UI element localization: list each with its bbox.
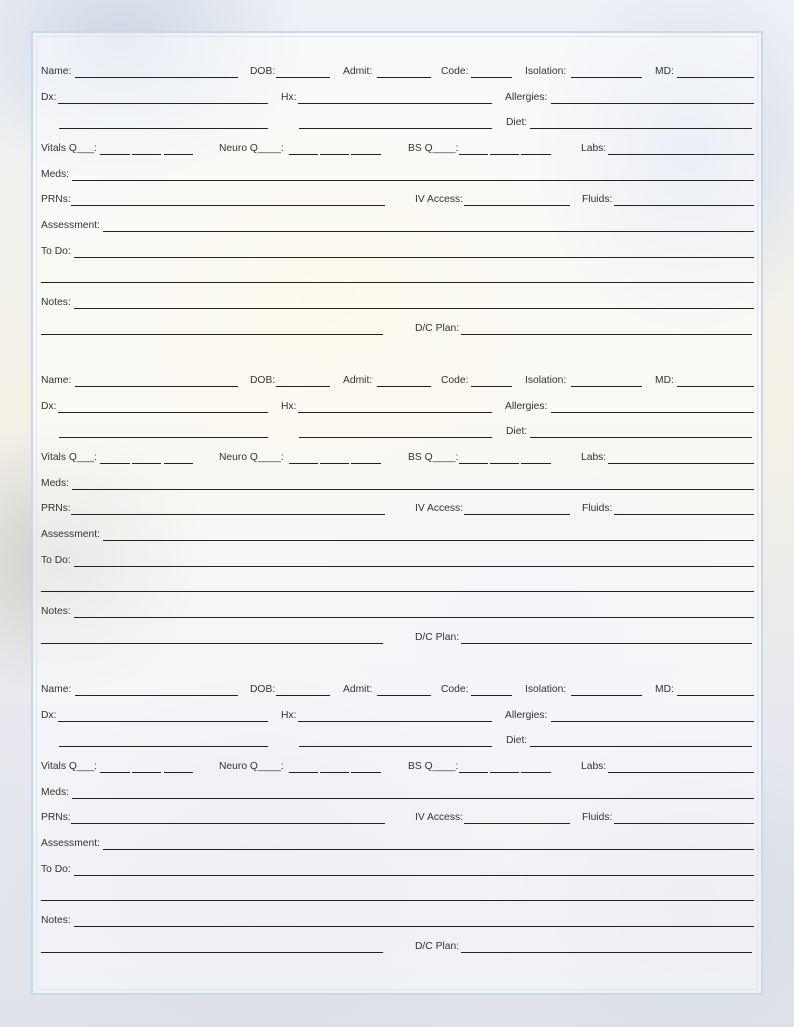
fluids-line[interactable] (614, 823, 754, 824)
admit-label: Admit: (343, 66, 373, 77)
notes-line-2[interactable] (41, 952, 383, 953)
row-identity (41, 65, 755, 79)
bs-label: BS Q____: (408, 761, 459, 772)
notes-label: Notes: (41, 297, 71, 308)
iv-access-label: IV Access: (415, 194, 464, 205)
vitals-label: Vitals Q___: (41, 761, 97, 772)
neuro-label: Neuro Q____: (219, 452, 284, 463)
todo-line[interactable] (74, 257, 754, 258)
row-prns (41, 193, 755, 207)
neuro-line-3[interactable] (351, 154, 381, 155)
code-label: Code: (441, 66, 469, 77)
neuro-line-3[interactable] (351, 772, 381, 773)
hx-line-2[interactable] (299, 128, 492, 129)
labs-label: Labs: (581, 761, 607, 772)
vitals-line-2[interactable] (132, 463, 161, 464)
isolation-line[interactable] (571, 77, 642, 78)
row-notes (41, 296, 755, 310)
bs-line-3[interactable] (521, 154, 551, 155)
bs-line-3[interactable] (521, 463, 551, 464)
assessment-line[interactable] (103, 849, 754, 850)
diet-label: Diet: (506, 117, 528, 128)
neuro-line-1[interactable] (289, 154, 318, 155)
hx-label: Hx: (281, 710, 297, 721)
bs-line-2[interactable] (490, 154, 519, 155)
neuro-line-3[interactable] (351, 463, 381, 464)
notes-line[interactable] (74, 617, 754, 618)
vitals-line-2[interactable] (132, 154, 161, 155)
row-assessment (41, 219, 755, 233)
code-label: Code: (441, 375, 469, 386)
row-todo-continued (41, 888, 755, 902)
assessment-line[interactable] (103, 231, 754, 232)
row-dc-plan (41, 322, 755, 336)
row-prns (41, 811, 755, 825)
patient-section-3 (41, 678, 755, 968)
vitals-label: Vitals Q___: (41, 143, 97, 154)
row-history (41, 709, 755, 723)
vitals-label: Vitals Q___: (41, 452, 97, 463)
isolation-line[interactable] (571, 695, 642, 696)
vitals-line-1[interactable] (100, 154, 130, 155)
notes-label: Notes: (41, 606, 71, 617)
dc-plan-label: D/C Plan: (415, 632, 460, 643)
meds-label: Meds: (41, 787, 70, 798)
md-label: MD: (655, 375, 674, 386)
row-assessment (41, 528, 755, 542)
dx-line[interactable] (58, 412, 268, 413)
code-line[interactable] (471, 386, 512, 387)
row-history (41, 400, 755, 414)
todo-label: To Do: (41, 246, 71, 257)
md-label: MD: (655, 684, 674, 695)
neuro-line-2[interactable] (320, 154, 349, 155)
dc-plan-label: D/C Plan: (415, 941, 460, 952)
bs-line-1[interactable] (459, 154, 488, 155)
row-todo (41, 554, 755, 568)
isolation-line[interactable] (571, 386, 642, 387)
assessment-label: Assessment: (41, 220, 100, 231)
prns-line[interactable] (71, 823, 385, 824)
fluids-label: Fluids: (582, 503, 613, 514)
dob-label: DOB: (250, 684, 276, 695)
vitals-line-1[interactable] (100, 772, 130, 773)
admit-line[interactable] (377, 695, 431, 696)
row-vitals (41, 760, 755, 774)
notes-line[interactable] (74, 926, 754, 927)
row-assessment (41, 837, 755, 851)
admit-line[interactable] (377, 386, 431, 387)
vitals-line-3[interactable] (164, 772, 193, 773)
bs-line-2[interactable] (490, 463, 519, 464)
name-line[interactable] (75, 77, 238, 78)
row-todo (41, 863, 755, 877)
isolation-label: Isolation: (525, 684, 567, 695)
todo-line-2[interactable] (41, 591, 754, 592)
meds-line[interactable] (72, 489, 754, 490)
row-dc-plan (41, 940, 755, 954)
name-line[interactable] (75, 695, 238, 696)
dc-plan-line[interactable] (461, 952, 752, 953)
hx-label: Hx: (281, 401, 297, 412)
name-label: Name: (41, 684, 72, 695)
row-vitals (41, 451, 755, 465)
dx-line[interactable] (58, 103, 268, 104)
allergies-label: Allergies: (505, 92, 548, 103)
row-diet (41, 425, 755, 439)
bs-line-1[interactable] (459, 463, 488, 464)
vitals-line-3[interactable] (164, 463, 193, 464)
todo-line[interactable] (74, 875, 754, 876)
todo-line-2[interactable] (41, 900, 754, 901)
notes-label: Notes: (41, 915, 71, 926)
row-notes (41, 914, 755, 928)
dx-line-2[interactable] (59, 437, 268, 438)
row-meds (41, 477, 755, 491)
row-prns (41, 502, 755, 516)
labs-label: Labs: (581, 452, 607, 463)
admit-label: Admit: (343, 684, 373, 695)
assessment-line[interactable] (103, 540, 754, 541)
dc-plan-line[interactable] (461, 334, 752, 335)
labs-line[interactable] (608, 154, 754, 155)
allergies-label: Allergies: (505, 710, 548, 721)
dx-label: Dx: (41, 401, 57, 412)
dc-plan-line[interactable] (461, 643, 752, 644)
hx-label: Hx: (281, 92, 297, 103)
row-identity (41, 374, 755, 388)
iv-access-label: IV Access: (415, 503, 464, 514)
code-line[interactable] (471, 77, 512, 78)
labs-label: Labs: (581, 143, 607, 154)
iv-access-line[interactable] (464, 514, 570, 515)
dob-line[interactable] (276, 386, 330, 387)
vitals-line-2[interactable] (132, 772, 161, 773)
labs-line[interactable] (608, 772, 754, 773)
hx-line[interactable] (298, 103, 492, 104)
neuro-label: Neuro Q____: (219, 143, 284, 154)
patient-section-2 (41, 369, 755, 659)
bs-line-3[interactable] (521, 772, 551, 773)
row-todo (41, 245, 755, 259)
dx-line-2[interactable] (59, 746, 268, 747)
allergies-line[interactable] (551, 103, 754, 104)
diet-line[interactable] (530, 746, 752, 747)
row-identity (41, 683, 755, 697)
assessment-label: Assessment: (41, 529, 100, 540)
dx-label: Dx: (41, 710, 57, 721)
isolation-label: Isolation: (525, 375, 567, 386)
hx-line[interactable] (298, 412, 492, 413)
row-diet (41, 734, 755, 748)
todo-line[interactable] (74, 566, 754, 567)
row-todo-continued (41, 579, 755, 593)
row-vitals (41, 142, 755, 156)
diet-label: Diet: (506, 735, 528, 746)
bs-label: BS Q____: (408, 452, 459, 463)
notes-line-2[interactable] (41, 643, 383, 644)
neuro-line-2[interactable] (320, 772, 349, 773)
notes-line[interactable] (74, 308, 754, 309)
neuro-line-1[interactable] (289, 772, 318, 773)
isolation-label: Isolation: (525, 66, 567, 77)
hx-line-2[interactable] (299, 746, 492, 747)
neuro-line-1[interactable] (289, 463, 318, 464)
iv-access-line[interactable] (464, 823, 570, 824)
name-label: Name: (41, 375, 72, 386)
meds-line[interactable] (72, 180, 754, 181)
allergies-label: Allergies: (505, 401, 548, 412)
todo-label: To Do: (41, 555, 71, 566)
bs-line-2[interactable] (490, 772, 519, 773)
vitals-line-3[interactable] (164, 154, 193, 155)
bs-label: BS Q____: (408, 143, 459, 154)
prns-label: PRNs: (41, 503, 71, 514)
row-meds (41, 786, 755, 800)
md-line[interactable] (677, 386, 754, 387)
diet-label: Diet: (506, 426, 528, 437)
row-meds (41, 168, 755, 182)
diet-line[interactable] (530, 128, 752, 129)
dob-label: DOB: (250, 375, 276, 386)
iv-access-label: IV Access: (415, 812, 464, 823)
hx-line-2[interactable] (299, 437, 492, 438)
dob-line[interactable] (276, 695, 330, 696)
name-line[interactable] (75, 386, 238, 387)
notes-line-2[interactable] (41, 334, 383, 335)
fluids-line[interactable] (614, 205, 754, 206)
dc-plan-label: D/C Plan: (415, 323, 460, 334)
hx-line[interactable] (298, 721, 492, 722)
md-line[interactable] (677, 695, 754, 696)
dx-label: Dx: (41, 92, 57, 103)
dx-line[interactable] (58, 721, 268, 722)
todo-label: To Do: (41, 864, 71, 875)
bs-line-1[interactable] (459, 772, 488, 773)
dob-line[interactable] (276, 77, 330, 78)
dx-line-2[interactable] (59, 128, 268, 129)
row-history (41, 91, 755, 105)
row-dc-plan (41, 631, 755, 645)
meds-line[interactable] (72, 798, 754, 799)
code-line[interactable] (471, 695, 512, 696)
prns-label: PRNs: (41, 812, 71, 823)
iv-access-line[interactable] (464, 205, 570, 206)
code-label: Code: (441, 684, 469, 695)
row-todo-continued (41, 270, 755, 284)
diet-line[interactable] (530, 437, 752, 438)
prns-line[interactable] (71, 205, 385, 206)
meds-label: Meds: (41, 169, 70, 180)
row-notes (41, 605, 755, 619)
meds-label: Meds: (41, 478, 70, 489)
admit-label: Admit: (343, 375, 373, 386)
row-diet (41, 116, 755, 130)
dob-label: DOB: (250, 66, 276, 77)
prns-line[interactable] (71, 514, 385, 515)
admit-line[interactable] (377, 77, 431, 78)
allergies-line[interactable] (551, 412, 754, 413)
prns-label: PRNs: (41, 194, 71, 205)
name-label: Name: (41, 66, 72, 77)
vitals-line-1[interactable] (100, 463, 130, 464)
neuro-line-2[interactable] (320, 463, 349, 464)
md-label: MD: (655, 66, 674, 77)
allergies-line[interactable] (551, 721, 754, 722)
fluids-line[interactable] (614, 514, 754, 515)
labs-line[interactable] (608, 463, 754, 464)
neuro-label: Neuro Q____: (219, 761, 284, 772)
fluids-label: Fluids: (582, 194, 613, 205)
assessment-label: Assessment: (41, 838, 100, 849)
md-line[interactable] (677, 77, 754, 78)
patient-section-1 (41, 60, 755, 350)
fluids-label: Fluids: (582, 812, 613, 823)
todo-line-2[interactable] (41, 282, 754, 283)
